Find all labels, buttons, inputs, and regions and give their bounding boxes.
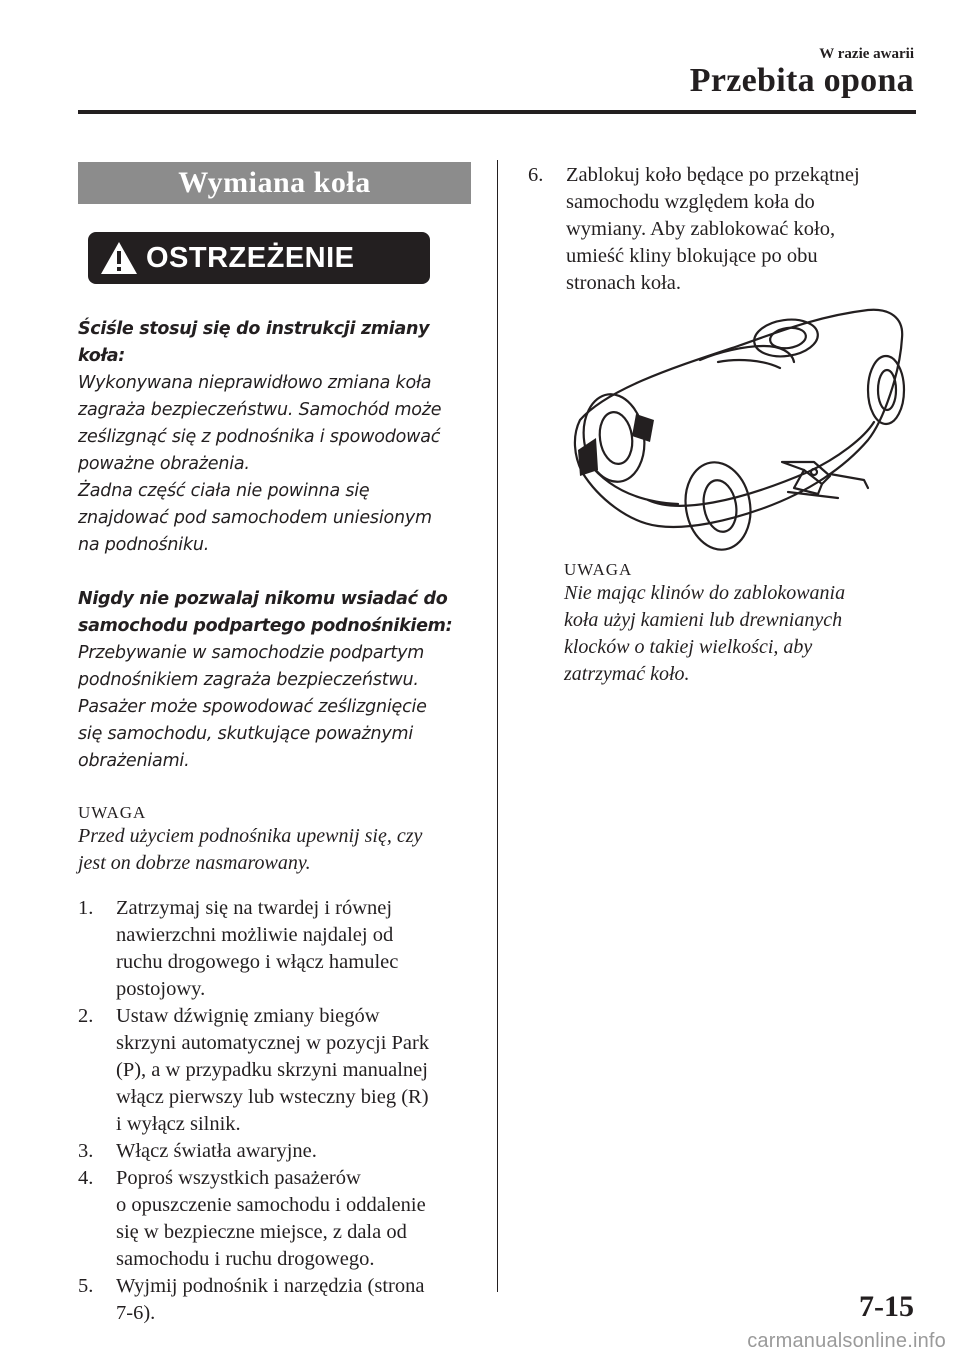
header-rule (78, 110, 916, 114)
step-text (566, 162, 918, 297)
warning-heading: Ściśle stosuj się do instrukcji zmiany koła: (78, 319, 430, 366)
step-number: 6. (528, 164, 544, 186)
left-column (78, 162, 471, 1327)
step-line: i wyłącz silnik. (116, 1113, 241, 1135)
step-item (78, 895, 471, 1003)
step-item (78, 1273, 471, 1327)
warning-block-2 (78, 586, 471, 775)
step-line: stronach koła. (566, 272, 681, 294)
step-item (78, 1003, 471, 1138)
step-line: wymiany. Aby zablokować koło, (566, 218, 836, 240)
column-divider (497, 160, 498, 1292)
steps-list-right (528, 162, 918, 297)
step-text (116, 1003, 471, 1138)
step-line: Ustaw dźwignię zmiany biegów (116, 1005, 380, 1027)
page-number: 7-15 (859, 1290, 914, 1323)
step-line: Poproś wszystkich pasażerów (116, 1167, 361, 1189)
note-right (564, 560, 845, 688)
step-line: skrzyni automatycznej w pozycji Park (116, 1032, 430, 1054)
step-number: 4. (78, 1167, 94, 1189)
note-label: UWAGA (78, 803, 147, 822)
step-text (116, 1165, 471, 1273)
warning-line: poważne obrażenia. (78, 454, 250, 474)
note-line: klocków o takiej wielkości, aby (564, 636, 813, 658)
step-number: 5. (78, 1275, 94, 1297)
header-page-title: Przebita opona (689, 62, 914, 99)
warning-line: Pasażer może spowodować ześlizgnięcie (78, 697, 427, 717)
warning-triangle-icon (100, 241, 138, 275)
step-line: samochodu względem koła do (566, 191, 815, 213)
step-line: nawierzchni możliwie najdalej od (116, 924, 394, 946)
step-text (116, 895, 471, 1003)
warning-badge (88, 232, 430, 284)
warning-line: ześlizgnąć się z podnośnika i spowodować (78, 427, 441, 447)
warning-line: obrażeniami. (78, 751, 190, 771)
car-on-jack-illustration (568, 302, 908, 552)
note-left (78, 803, 471, 877)
step-line: Zablokuj koło będące po przekątnej (566, 164, 860, 186)
step-text (116, 1273, 471, 1327)
step-line: samochodu i ruchu drogowego. (116, 1248, 375, 1270)
warning-heading-line: samochodu podpartego podnośnikiem: (78, 616, 453, 636)
step-item (78, 1138, 471, 1165)
step-line: się w bezpieczne miejsce, z dala od (116, 1221, 407, 1243)
section-title: Wymiana koła (78, 162, 471, 204)
warning-line: Przebywanie w samochodzie podpartym (78, 643, 425, 663)
warning-line: Żadna część ciała nie powinna się (78, 481, 370, 501)
step-number: 2. (78, 1005, 94, 1027)
step-line: umieść kliny blokujące po obu (566, 245, 818, 267)
warning-heading-line: Nigdy nie pozwalaj nikomu wsiadać do (78, 589, 448, 609)
warning-line: zagraża bezpieczeństwu. Samochód może (78, 400, 442, 420)
step-line: Wyjmij podnośnik i narzędzia (strona (116, 1275, 425, 1297)
warning-line: znajdować pod samochodem uniesionym (78, 508, 432, 528)
header-section-label: W razie awarii (819, 46, 914, 62)
right-column (528, 162, 918, 685)
note-line: jest on dobrze nasmarowany. (78, 852, 311, 874)
step-item (528, 162, 918, 297)
step-line: ruchu drogowego i włącz hamulec (116, 951, 399, 973)
warning-line: podnośnikiem zagraża bezpieczeństwu. (78, 670, 419, 690)
step-line: 7-6). (116, 1302, 156, 1324)
step-line: (P), a w przypadku skrzyni manualnej (116, 1059, 428, 1081)
note-line: Przed użyciem podnośnika upewnij się, czy (78, 825, 423, 847)
step-item (78, 1165, 471, 1273)
step-number: 1. (78, 897, 94, 919)
step-line: Zatrzymaj się na twardej i równej (116, 897, 393, 919)
note-line: zatrzymać koło. (564, 663, 690, 685)
step-line: Włącz światła awaryjne. (116, 1140, 317, 1162)
step-line: postojowy. (116, 978, 206, 1000)
note-line: Nie mając klinów do zablokowania (564, 582, 846, 604)
warning-line: Wykonywana nieprawidłowo zmiana koła (78, 373, 432, 393)
watermark: carmanualsonline.info (747, 1330, 946, 1352)
note-line: koła użyj kamieni lub drewnianych (564, 609, 843, 631)
warning-line: na podnośniku. (78, 535, 210, 555)
warning-label: OSTRZEŻENIE (146, 242, 355, 274)
note-label: UWAGA (564, 560, 633, 579)
step-text (116, 1138, 471, 1165)
step-line: włącz pierwszy lub wsteczny bieg (R) (116, 1086, 429, 1108)
warning-block-1 (78, 316, 471, 559)
warning-line: się samochodu, skutkujące poważnymi (78, 724, 414, 744)
steps-list-left (78, 895, 471, 1327)
step-line: o opuszczenie samochodu i oddalenie (116, 1194, 426, 1216)
step-number: 3. (78, 1140, 94, 1162)
